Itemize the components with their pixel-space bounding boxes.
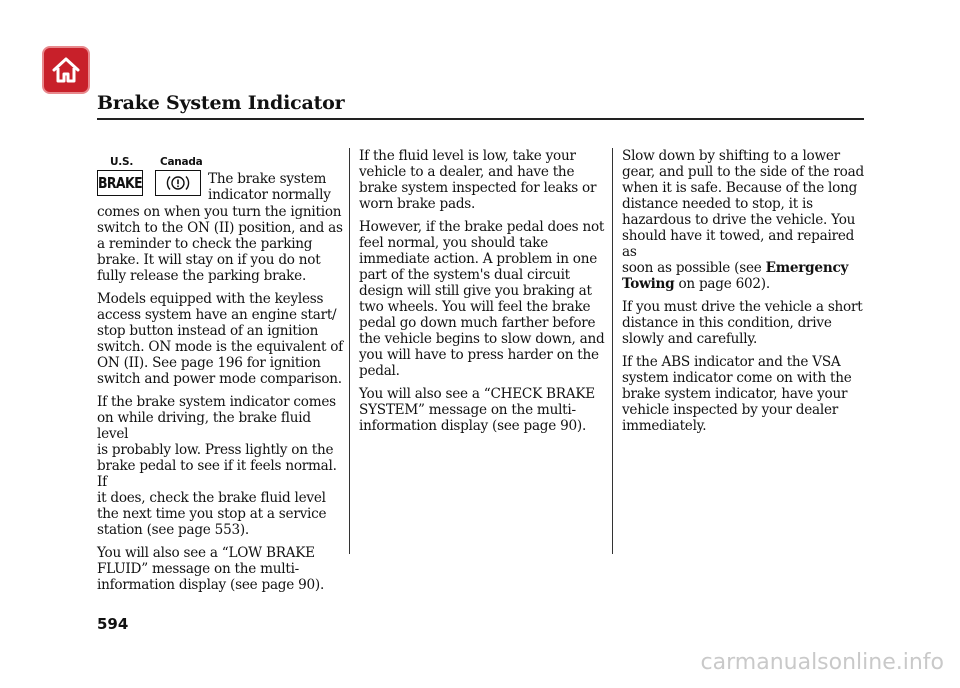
paragraph: Models equipped with the keyless access system have an engine start/ stop button instead of an ignition switch. ON mode is the equivalent of ON (II). See page 196 for ignition switch and power mode comparison. <box>97 291 343 387</box>
text-column-3 <box>622 148 872 441</box>
text-column-1 <box>97 148 345 600</box>
paragraph: If you must drive the vehicle a short distance in this condition, drive slowly and carefully. <box>622 299 863 347</box>
paragraph: If the fluid level is low, take your vehicle to a dealer, and have the brake system inspected for leaks or worn brake pads. <box>359 148 597 212</box>
paragraph-text: on page 602). <box>674 276 770 292</box>
home-icon <box>50 54 82 86</box>
column-divider <box>612 148 613 554</box>
paragraph: However, if the brake pedal does not feel normal, you should take immediate action. A problem in one part of the system's dual circuit design will still give you braking at two wheels. You will feel the brake pedal go down much farther before the vehicle begins to slow down, and you will have to press harder on the pedal. <box>359 219 605 379</box>
watermark: carmanualsonline.info <box>700 650 944 675</box>
us-label: U.S. <box>110 156 134 168</box>
paragraph: If the brake system indicator comes on while driving, the brake fluid level is probably low. Press lightly on the brake pedal to see if it feels normal. If it does, check the brake fluid level the next time you stop at a service station (see page 553). <box>97 394 337 538</box>
indicator-labels <box>97 148 345 170</box>
page-number: 594 <box>97 615 129 633</box>
paragraph: You will also see a “CHECK BRAKE SYSTEM” message on the multi- information display (see page 90). <box>359 386 595 434</box>
emergency-towing-link[interactable]: Emergency Towing <box>622 260 849 292</box>
home-button[interactable] <box>42 46 90 94</box>
lead-text: The brake system indicator normally <box>208 171 331 203</box>
header-divider <box>97 118 864 120</box>
brake-warning-icon <box>155 170 201 196</box>
page-title: Brake System Indicator <box>97 92 345 114</box>
brake-icon-text: BRAKE <box>97 173 143 192</box>
paragraph-text: Slow down by shifting to a lower gear, and pull to the side of the road when it is safe. Because of the long distance needed to stop, it is hazardous to drive the vehicle. You should have it towed, and repaired as soon as possible (see <box>622 148 864 276</box>
paragraph <box>622 148 872 292</box>
paragraph: You will also see a “LOW BRAKE FLUID” message on the multi- information display (see page 90). <box>97 545 325 593</box>
indicator-row <box>97 170 345 203</box>
paragraph: If the ABS indicator and the VSA system indicator come on with the brake system indicator, have your vehicle inspected by your dealer immediately. <box>622 354 852 434</box>
brake-text-icon <box>97 170 143 196</box>
indicator-icons <box>97 170 201 196</box>
column-divider <box>349 148 350 554</box>
text-column-2 <box>359 148 609 441</box>
canada-label: Canada <box>160 156 203 168</box>
paragraph: comes on when you turn the ignition switch to the ON (II) position, and as a reminder to check the parking brake. It will stay on if you do not fully release the parking brake. <box>97 204 343 284</box>
